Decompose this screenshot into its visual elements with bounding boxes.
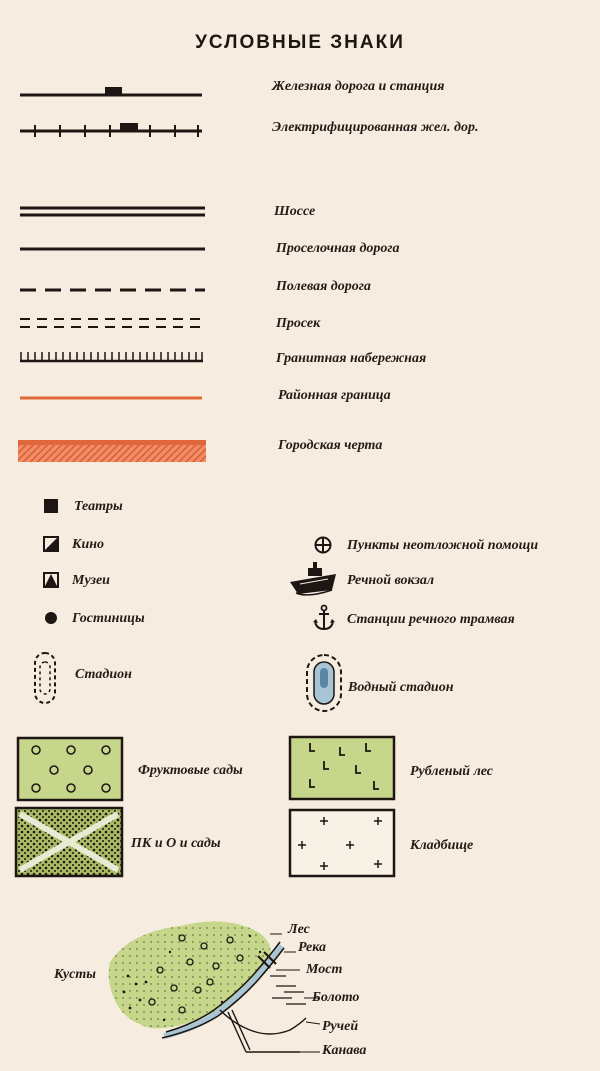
point-label-river-tram: Станции речного трамвая — [347, 612, 515, 627]
landscape-label-ditch: Канава — [322, 1043, 367, 1058]
point-label-theatres: Театры — [74, 499, 123, 514]
landscape-label-bridge: Мост — [306, 962, 343, 977]
line-label-district-border: Районная граница — [278, 388, 391, 403]
point-label-stadium: Стадион — [75, 667, 132, 682]
railway-station-symbol — [20, 84, 205, 102]
park-box — [14, 806, 124, 878]
field-road-symbol — [20, 286, 205, 294]
cinema-icon — [43, 536, 59, 552]
line-label-granite-embankment: Гранитная набережная — [276, 351, 427, 366]
first-aid-icon — [313, 535, 333, 555]
highway-symbol — [20, 205, 205, 219]
electrified-railway-symbol — [20, 120, 205, 138]
point-label-water-stadium: Водный стадион — [348, 680, 454, 695]
theatre-icon — [43, 498, 59, 514]
area-label-fruit-gardens: Фруктовые сады — [138, 763, 243, 778]
line-label-electrified: Электрифицированная жел. дор. — [272, 120, 479, 135]
landscape-label-forest: Лес — [288, 922, 310, 937]
legend-title: УСЛОВНЫЕ ЗНАКИ — [195, 32, 405, 53]
country-road-symbol — [20, 245, 205, 253]
ship-icon — [288, 560, 340, 600]
line-label-clearing: Просек — [276, 316, 321, 331]
city-limit-symbol — [18, 438, 208, 464]
area-label-cemetery: Кладбище — [410, 838, 474, 853]
stadium-icon — [32, 650, 58, 706]
area-label-parks: ПК и О и сады — [131, 836, 221, 851]
museum-icon — [43, 572, 59, 588]
line-label-field-road: Полевая дорога — [276, 279, 371, 294]
point-label-hotels: Гостиницы — [72, 611, 145, 626]
hotel-icon — [43, 610, 59, 626]
water-stadium-icon — [303, 652, 345, 714]
line-label-railway: Железная дорога и станция — [272, 79, 445, 94]
point-label-museums: Музеи — [72, 573, 110, 588]
granite-embankment-symbol — [20, 350, 205, 364]
clearing-symbol — [20, 316, 205, 330]
landscape-label-river: Река — [298, 940, 327, 955]
area-label-cut-forest: Рубленый лес — [410, 764, 494, 779]
landscape-label-bushes: Кусты — [54, 967, 96, 982]
landscape-label-swamp: Болото — [312, 990, 360, 1005]
line-label-country-road: Проселочная дорога — [276, 241, 400, 256]
fruit-garden-box — [16, 736, 124, 802]
line-label-highway: Шоссе — [274, 204, 316, 219]
cut-forest-box — [288, 735, 396, 801]
anchor-icon — [312, 604, 336, 632]
district-border-symbol — [20, 394, 205, 402]
point-label-river-station: Речной вокзал — [347, 573, 435, 588]
point-label-first-aid: Пункты неотложной помощи — [347, 538, 539, 553]
point-label-cinema: Кино — [72, 537, 105, 552]
cemetery-box — [288, 808, 396, 878]
landscape-label-stream: Ручей — [322, 1019, 359, 1034]
line-label-city-limit: Городская черта — [278, 438, 383, 453]
